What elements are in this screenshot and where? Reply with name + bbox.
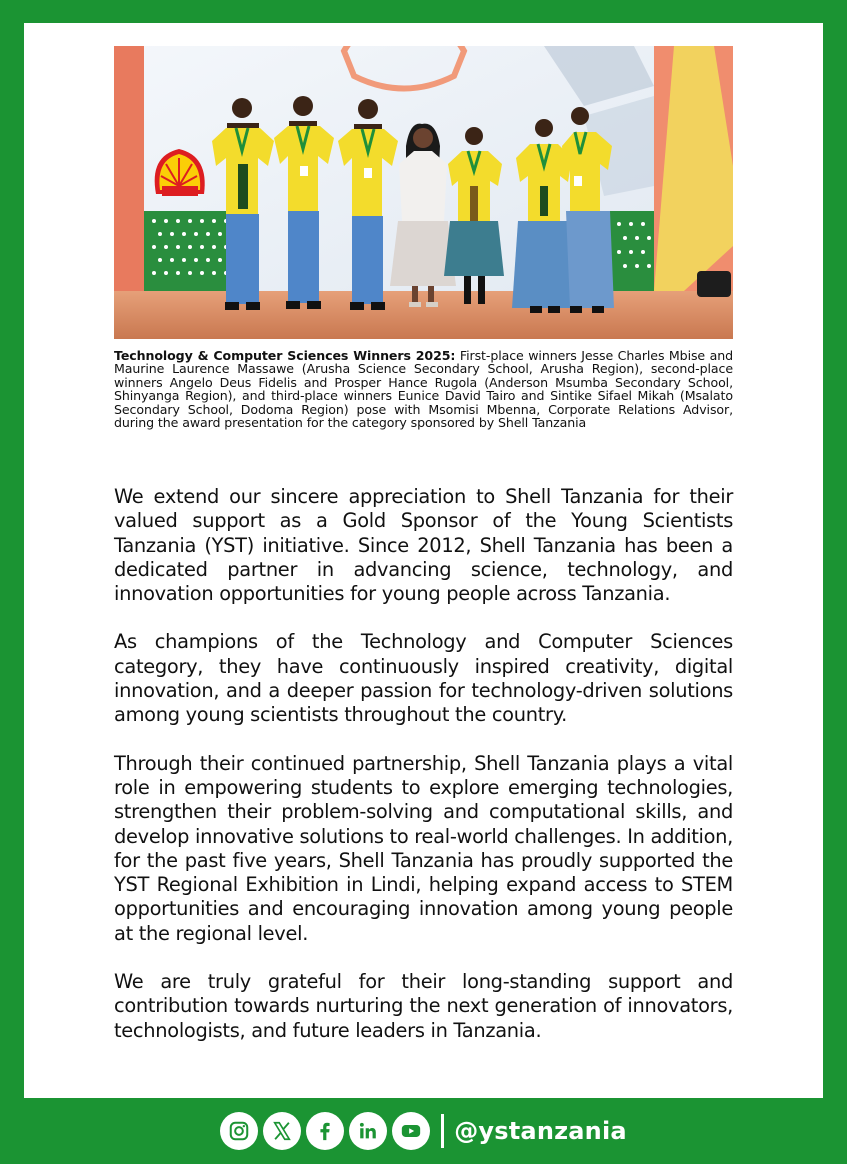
social-handle[interactable]: @ystanzania bbox=[454, 1117, 627, 1145]
article-body bbox=[114, 485, 733, 1067]
x-icon[interactable] bbox=[263, 1112, 301, 1150]
caption-text: First-place winners Jesse Charles Mbise and Maurine Laurence Massawe (Arusha Science Secondary School, Arusha Region), second-place winners Angelo Deus Fidelis and Prosper Hance Rugola (Anderson Msumba Secondary School, Shinyanga Region), and third-place winners Eunice David Tairo and Sintike Sifael Mikah (Msalato Secondary School, Dodoma Region) pose with Msomisi Mbenna, Corporate Relations Advisor, during the award presentation for the category sponsored by Shell Tanzania bbox=[114, 348, 733, 431]
youtube-icon[interactable] bbox=[392, 1112, 430, 1150]
social-footer bbox=[0, 1098, 847, 1164]
footer-divider bbox=[441, 1114, 444, 1148]
instagram-icon[interactable] bbox=[220, 1112, 258, 1150]
winners-photo bbox=[114, 46, 733, 339]
linkedin-icon[interactable] bbox=[349, 1112, 387, 1150]
facebook-icon[interactable] bbox=[306, 1112, 344, 1150]
photo-caption bbox=[114, 349, 733, 429]
paragraph-4: We are truly grateful for their long-standing support and contribution towards nurturing the next generation of innovators, technologists, and future leaders in Tanzania. bbox=[114, 970, 733, 1042]
paragraph-1: We extend our sincere appreciation to Shell Tanzania for their valued support as a Gold Sponsor of the Young Scientists Tanzania (YST) initiative. Since 2012, Shell Tanzania has been a dedicated partner in advancing science, technology, and innovation opportunities for young people across Tanzania. bbox=[114, 485, 733, 606]
paragraph-2: As champions of the Technology and Computer Sciences category, they have continuously inspired creativity, digital innovation, and a deeper passion for technology-driven solutions among young scientists throughout the country. bbox=[114, 630, 733, 727]
caption-title: Technology & Computer Sciences Winners 2025: bbox=[114, 348, 456, 363]
content-card bbox=[24, 23, 823, 1098]
paragraph-3: Through their continued partnership, Shell Tanzania plays a vital role in empowering students to explore emerging technologies, strengthen their problem-solving and computational skills, and develop innovative solutions to real-world challenges. In addition, for the past five years, Shell Tanzania has proudly supported the YST Regional Exhibition in Lindi, helping expand access to STEM opportunities and encouraging innovation among young people at the regional level. bbox=[114, 751, 733, 945]
